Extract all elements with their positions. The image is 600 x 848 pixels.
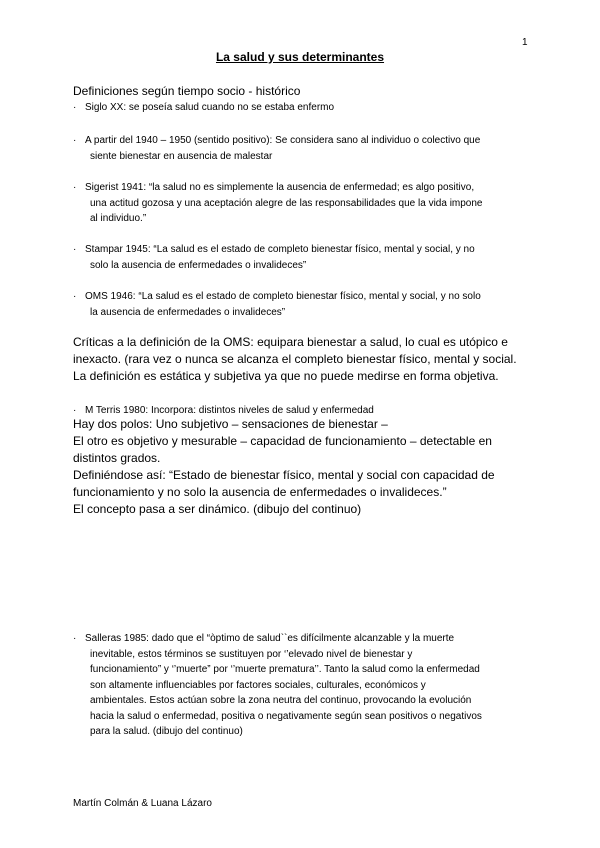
bullet-marker: · bbox=[73, 405, 77, 416]
bullet-siglo-xx bbox=[73, 100, 533, 116]
terris-line: distintos grados. bbox=[73, 451, 161, 465]
critique-line: Críticas a la definición de la OMS: equipara bienestar a salud, lo cual es utópico e bbox=[73, 335, 508, 349]
page-title: La salud y sus determinantes bbox=[215, 50, 385, 64]
bullet-line: Sigerist 1941: “la salud no es simplemente la ausencia de enfermedad; es algo positivo, bbox=[85, 182, 475, 193]
bullet-salleras bbox=[73, 631, 533, 740]
bullet-marker: · bbox=[73, 633, 77, 644]
bullet-line: al individuo.” bbox=[90, 213, 147, 224]
oms-critique bbox=[73, 334, 533, 385]
bullet-line: para la salud. (dibujo del continuo) bbox=[90, 726, 243, 737]
terris-line: El concepto pasa a ser dinámico. (dibujo del continuo) bbox=[73, 502, 362, 516]
bullet-line: hacia la salud o enfermedad, positiva o negativamente según sean positivos o negativos bbox=[90, 710, 482, 722]
bullet-marker: · bbox=[73, 135, 77, 146]
terris-line: Definiéndose así: “Estado de bienestar físico, mental y social con capacidad de bbox=[73, 468, 495, 482]
bullet-line: Siglo XX: se poseía salud cuando no se estaba enfermo bbox=[85, 102, 335, 113]
terris-line: El otro es objetivo y mesurable – capacidad de funcionamiento – detectable en bbox=[73, 434, 492, 448]
bullet-line: funcionamiento” y ‘’muerte” por ‘’muerte prematura’’. Tanto la salud como la enfermedad bbox=[90, 664, 480, 675]
bullet-line: una actitud gozosa y una aceptación alegre de las responsabilidades que la vida impone bbox=[90, 197, 483, 209]
terris-description bbox=[73, 416, 533, 518]
footer-authors: Martín Colmán & Luana Lázaro bbox=[73, 798, 212, 809]
bullet-marker: · bbox=[73, 102, 77, 113]
terris-line: funcionamiento y no solo la ausencia de enfermedades o invalideces.” bbox=[73, 485, 447, 499]
bullet-marker: · bbox=[73, 244, 77, 255]
bullet-line: la ausencia de enfermedades o invalideces” bbox=[90, 306, 286, 318]
bullet-line: inevitable, estos términos se sustituyen por ‘’elevado nivel de bienestar y bbox=[90, 648, 413, 660]
bullet-line: A partir del 1940 – 1950 (sentido positivo): Se considera sano al individuo o colectivo que bbox=[85, 135, 481, 146]
bullet-line: Salleras 1985: dado que el “òptimo de salud``es difícilmente alcanzable y la muerte bbox=[85, 633, 455, 644]
bullet-line: OMS 1946: “La salud es el estado de completo bienestar físico, mental y social, y no solo bbox=[85, 291, 481, 302]
bullet-marker: · bbox=[73, 182, 77, 193]
bullet-oms bbox=[73, 289, 533, 320]
bullet-line: M Terris 1980: Incorpora: distintos niveles de salud y enfermedad bbox=[85, 405, 374, 416]
bullet-marker: · bbox=[73, 291, 77, 302]
bullet-1940-1950 bbox=[73, 133, 533, 164]
bullet-line: siente bienestar en ausencia de malestar bbox=[90, 150, 273, 162]
bullet-line: ambientales. Estos actúan sobre la zona neutra del continuo, provocando la evolución bbox=[90, 695, 472, 706]
bullet-line: solo la ausencia de enfermedades o invalideces” bbox=[90, 259, 307, 271]
critique-line: inexacto. (rara vez o nunca se alcanza el completo bienestar físico, mental y social. bbox=[73, 352, 517, 366]
page-number: 1 bbox=[522, 37, 528, 48]
terris-line: Hay dos polos: Uno subjetivo – sensaciones de bienestar – bbox=[73, 417, 388, 431]
section-subtitle: Definiciones según tiempo socio - histórico bbox=[73, 84, 301, 98]
bullet-sigerist bbox=[73, 180, 533, 227]
bullet-stampar bbox=[73, 242, 533, 273]
critique-line: La definición es estática y subjetiva ya que no puede medirse en forma objetiva. bbox=[73, 369, 499, 383]
bullet-line: son altamente influenciables por factores sociales, culturales, económicos y bbox=[90, 679, 426, 691]
bullet-line: Stampar 1945: “La salud es el estado de completo bienestar físico, mental y social, y no bbox=[85, 244, 475, 255]
